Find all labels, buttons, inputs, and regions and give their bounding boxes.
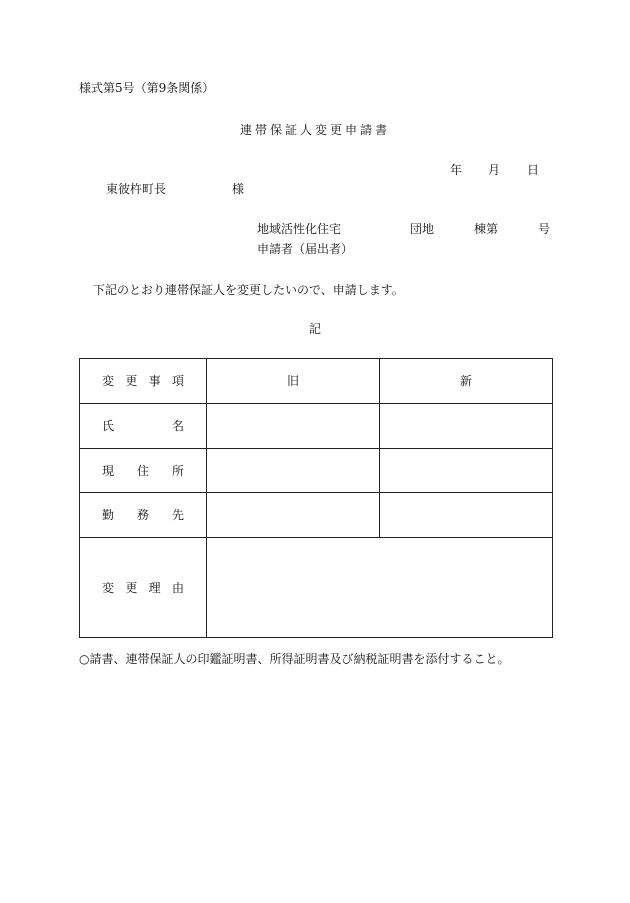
header-old-cell: 旧 (207, 359, 380, 404)
name-old-cell[interactable] (207, 404, 380, 449)
reason-input-cell[interactable] (207, 538, 553, 638)
applicant-label: 申請者（届出者） (257, 242, 354, 256)
workplace-old-cell[interactable] (207, 493, 380, 538)
address-label-cell: 現 住 所 (80, 449, 207, 493)
body-text: 下記のとおり連帯保証人を変更したいので、申請します。 (93, 283, 404, 297)
document-title: 連帯保証人変更申請書 (239, 123, 390, 137)
date-month-label: 月 (488, 163, 501, 177)
table-row (80, 449, 553, 493)
date-day-label: 日 (527, 163, 540, 177)
header-new-cell: 新 (380, 359, 553, 404)
addressee-name: 東彼杵町長 (106, 182, 167, 196)
ki-heading: 記 (308, 322, 321, 336)
reason-label-cell: 変 更 理 由 (80, 538, 207, 638)
address-old-cell[interactable] (207, 449, 380, 493)
workplace-new-cell[interactable] (380, 493, 553, 538)
form-number: 様式第5号（第9条関係） (79, 81, 215, 95)
table-row (80, 538, 553, 638)
housing-name: 地域活性化住宅 (257, 222, 342, 236)
name-label-cell: 氏 名 (80, 404, 207, 449)
table-row (80, 404, 553, 449)
name-new-cell[interactable] (380, 404, 553, 449)
building-label: 棟第 (474, 222, 499, 236)
danchi-label: 団地 (410, 222, 435, 236)
date-year-label: 年 (450, 163, 463, 177)
change-table (79, 358, 553, 638)
address-new-cell[interactable] (380, 449, 553, 493)
workplace-label-cell: 勤 務 先 (80, 493, 207, 538)
header-item-cell: 変 更 事 項 (80, 359, 207, 404)
addressee-honorific: 様 (232, 182, 245, 196)
table-row (80, 493, 553, 538)
room-number-label: 号 (538, 222, 551, 236)
attachment-note: ○請書、連帯保証人の印鑑証明書、所得証明書及び納税証明書を添付すること。 (79, 652, 510, 666)
table-header-row (80, 359, 553, 404)
